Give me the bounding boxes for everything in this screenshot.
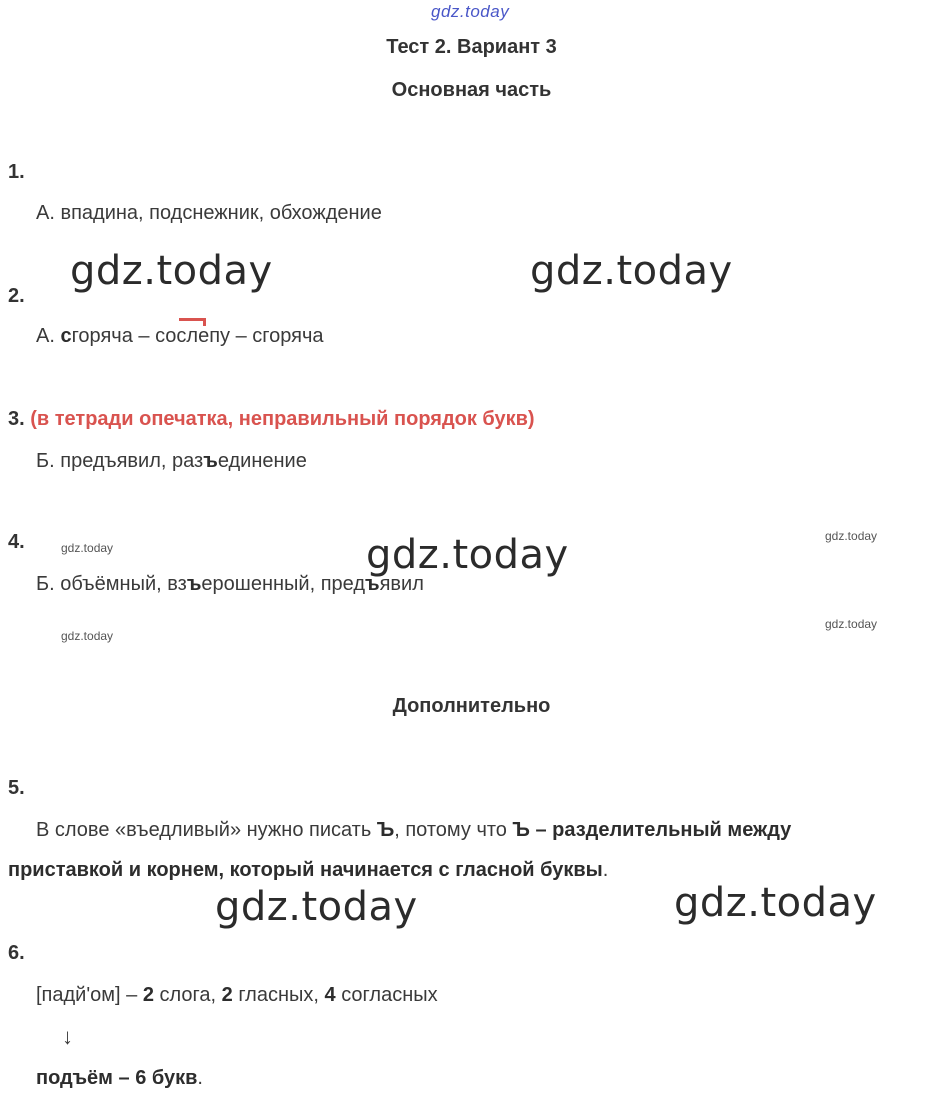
answer-6-vowels: 2 bbox=[221, 984, 233, 1006]
answer-3-part1: Б. предъявил, раз bbox=[36, 450, 204, 472]
watermark-small-3: gdz.today bbox=[61, 629, 114, 643]
answer-2-prefix: А. bbox=[36, 325, 61, 347]
watermark-small-2: gdz.today bbox=[825, 529, 878, 543]
answer-5-text-1: В слове «въедливый» нужно писать bbox=[36, 819, 377, 841]
question-number-2: 2. bbox=[8, 285, 25, 307]
watermark-1: gdz.today bbox=[70, 248, 273, 294]
answer-4-part5: явил bbox=[379, 573, 424, 595]
answer-4-part3: ерошенный, пред bbox=[201, 573, 365, 595]
answer-4-hard-sign-1: ъ bbox=[186, 573, 202, 595]
answer-6-text-3: гласных, bbox=[232, 984, 325, 1006]
section-title-extra: Дополнительно bbox=[392, 695, 551, 717]
answer-2-bold-letter: с bbox=[60, 325, 72, 347]
arrow-down-icon: ↓ bbox=[62, 1024, 73, 1049]
watermark-2: gdz.today bbox=[530, 248, 733, 294]
section-title-main: Основная часть bbox=[391, 79, 552, 101]
answer-6-text-4: согласных bbox=[335, 984, 438, 1006]
watermark-small-4: gdz.today bbox=[825, 617, 878, 631]
answer-5-text-2: , потому что bbox=[394, 819, 513, 841]
answer-1: А. впадина, подснежник, обхождение bbox=[36, 202, 382, 224]
answer-5-rule-1: Ъ – разделительный между bbox=[512, 819, 792, 841]
answer-5-line-1 bbox=[36, 819, 791, 842]
watermark-4: gdz.today bbox=[215, 884, 418, 930]
answer-6-letters: подъём – 6 букв bbox=[36, 1067, 198, 1089]
question-number-1: 1. bbox=[8, 161, 25, 183]
question-3-num: 3. bbox=[8, 408, 25, 430]
answer-6-syllables: 2 bbox=[142, 984, 154, 1006]
watermark-small-1: gdz.today bbox=[61, 541, 114, 555]
question-number-3 bbox=[8, 408, 535, 431]
watermark-3: gdz.today bbox=[366, 532, 569, 578]
answer-2-rest: горяча – сослепу – сгоряча bbox=[71, 325, 324, 347]
page-title: Тест 2. Вариант 3 bbox=[386, 36, 557, 58]
watermark-top: gdz.today bbox=[431, 2, 510, 21]
answer-5-hard-sign-1: Ъ bbox=[376, 819, 395, 841]
answer-2 bbox=[36, 325, 324, 348]
answer-6-text-1: [падй'ом] – bbox=[36, 984, 143, 1006]
answer-5-line-2 bbox=[8, 859, 608, 882]
answer-6-transcription bbox=[36, 984, 438, 1007]
question-3-note: (в тетради опечатка, неправильный порядок букв) bbox=[30, 408, 535, 430]
question-number-6: 6. bbox=[8, 942, 25, 964]
answer-4 bbox=[36, 573, 424, 596]
question-number-5: 5. bbox=[8, 777, 25, 799]
answer-6-period: . bbox=[197, 1067, 203, 1089]
answer-3-part3: единение bbox=[217, 450, 307, 472]
answer-4-hard-sign-2: ъ bbox=[365, 573, 380, 595]
answer-6-text-2: слога, bbox=[153, 984, 222, 1006]
answer-6-result bbox=[36, 1067, 203, 1090]
question-number-4: 4. bbox=[8, 531, 25, 553]
watermark-5: gdz.today bbox=[674, 880, 877, 926]
answer-4-part1: Б. объёмный, вз bbox=[36, 573, 187, 595]
answer-5-rule-2: приставкой и корнем, который начинается с гласной буквы bbox=[8, 859, 603, 881]
answer-3-hard-sign: ъ bbox=[203, 450, 218, 472]
answer-6-consonants: 4 bbox=[324, 984, 336, 1006]
answer-5-period: . bbox=[602, 859, 609, 881]
answer-3 bbox=[36, 450, 307, 473]
